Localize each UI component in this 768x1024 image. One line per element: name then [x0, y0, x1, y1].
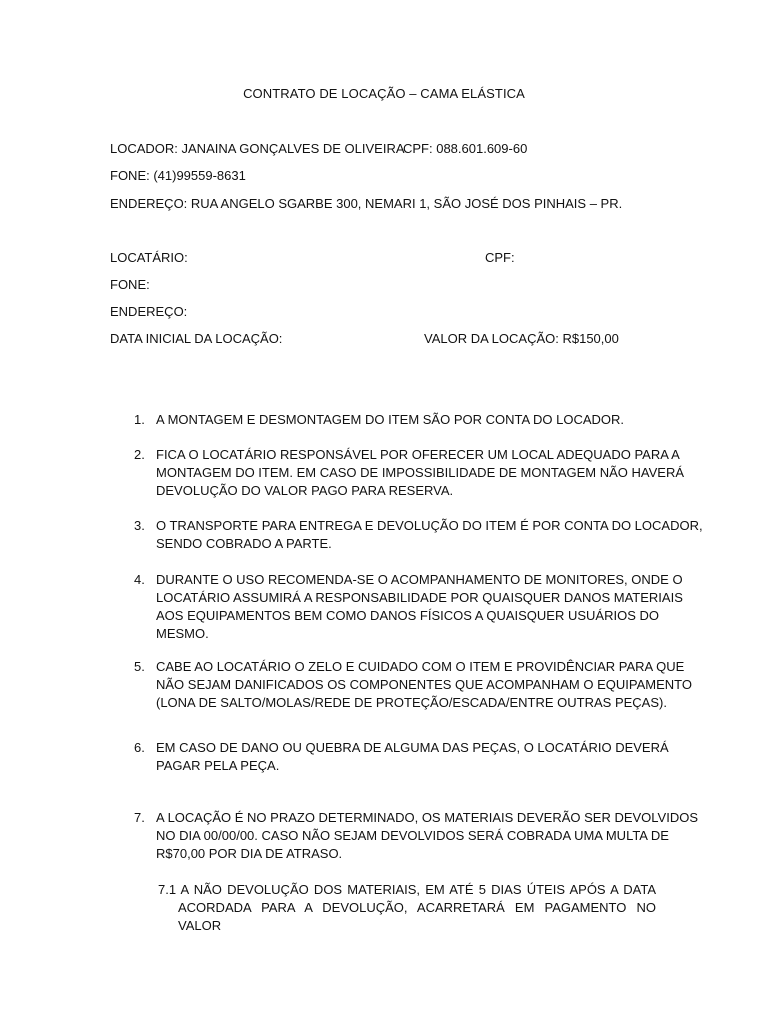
clause-number: 4.: [134, 572, 145, 587]
locatario-phone-label: FONE:: [110, 277, 150, 292]
clause-number: 3.: [134, 518, 145, 533]
locatario-cpf-label: CPF:: [485, 250, 515, 265]
locatario-address-label: ENDEREÇO:: [110, 304, 188, 319]
subclause-line: 7.1 A NÃO DEVOLUÇÃO DOS MATERIAIS, EM ATÉ 5 DIAS ÚTEIS APÓS A DATA: [158, 882, 656, 897]
clause-line: MONTAGEM DO ITEM. EM CASO DE IMPOSSIBILIDADE DE MONTAGEM NÃO HAVERÁ: [156, 465, 685, 480]
rental-value: VALOR DA LOCAÇÃO: R$150,00: [424, 331, 619, 346]
subclause-7-1: [158, 881, 656, 935]
clause-line: LOCATÁRIO ASSUMIRÁ A RESPONSABILIDADE POR QUAISQUER DANOS MATERIAIS: [156, 590, 683, 605]
clause-line: A LOCAÇÃO É NO PRAZO DETERMINADO, OS MATERIAIS DEVERÃO SER DEVOLVIDOS: [156, 810, 699, 825]
locador-cpf: CPF: 088.601.609-60: [403, 141, 528, 156]
clause-line: SENDO COBRADO A PARTE.: [156, 536, 332, 551]
locador-name: LOCADOR: JANAINA GONÇALVES DE OLIVEIRA: [110, 141, 405, 156]
clause-line: DURANTE O USO RECOMENDA-SE O ACOMPANHAMENTO DE MONITORES, ONDE O: [156, 572, 683, 587]
clause-number: 5.: [134, 659, 145, 674]
rental-start-date-label: DATA INICIAL DA LOCAÇÃO:: [110, 331, 283, 346]
clause-line: EM CASO DE DANO OU QUEBRA DE ALGUMA DAS PEÇAS, O LOCATÁRIO DEVERÁ: [156, 740, 669, 755]
clause-number: 2.: [134, 447, 145, 462]
clause-line: NÃO SEJAM DANIFICADOS OS COMPONENTES QUE ACOMPANHAM O EQUIPAMENTO: [156, 677, 692, 692]
clause-line: PAGAR PELA PEÇA.: [156, 758, 280, 773]
clause-number: 1.: [134, 412, 145, 427]
clause-number: 6.: [134, 740, 145, 755]
subclause-line: ACORDADA PARA A DEVOLUÇÃO, ACARRETARÁ EM PAGAMENTO NO VALOR: [178, 900, 656, 933]
locador-address: ENDEREÇO: RUA ANGELO SGARBE 300, NEMARI 1, SÃO JOSÉ DOS PINHAIS – PR.: [110, 196, 623, 211]
clause-line: DEVOLUÇÃO DO VALOR PAGO PARA RESERVA.: [156, 483, 454, 498]
locatario-name-label: LOCATÁRIO:: [110, 250, 188, 265]
locador-phone: FONE: (41)99559-8631: [110, 168, 246, 183]
clause-line: FICA O LOCATÁRIO RESPONSÁVEL POR OFERECER UM LOCAL ADEQUADO PARA A: [156, 447, 680, 462]
clause-line: (LONA DE SALTO/MOLAS/REDE DE PROTEÇÃO/ESCADA/ENTRE OUTRAS PEÇAS).: [156, 695, 667, 710]
clause-line: MESMO.: [156, 626, 209, 641]
clause-line: O TRANSPORTE PARA ENTREGA E DEVOLUÇÃO DO ITEM É POR CONTA DO LOCADOR,: [156, 518, 703, 533]
clause-line: CABE AO LOCATÁRIO O ZELO E CUIDADO COM O ITEM E PROVIDÊNCIAR PARA QUE: [156, 659, 685, 674]
clause-number: 7.: [134, 810, 145, 825]
clause-line: R$70,00 POR DIA DE ATRASO.: [156, 846, 343, 861]
document-title: CONTRATO DE LOCAÇÃO – CAMA ELÁSTICA: [243, 86, 525, 101]
clause-line: AOS EQUIPAMENTOS BEM COMO DANOS FÍSICOS A QUAISQUER USUÁRIOS DO: [156, 608, 659, 623]
clause-line: NO DIA 00/00/00. CASO NÃO SEJAM DEVOLVIDOS SERÁ COBRADA UMA MULTA DE: [156, 828, 669, 843]
clause-line: A MONTAGEM E DESMONTAGEM DO ITEM SÃO POR CONTA DO LOCADOR.: [156, 412, 625, 427]
